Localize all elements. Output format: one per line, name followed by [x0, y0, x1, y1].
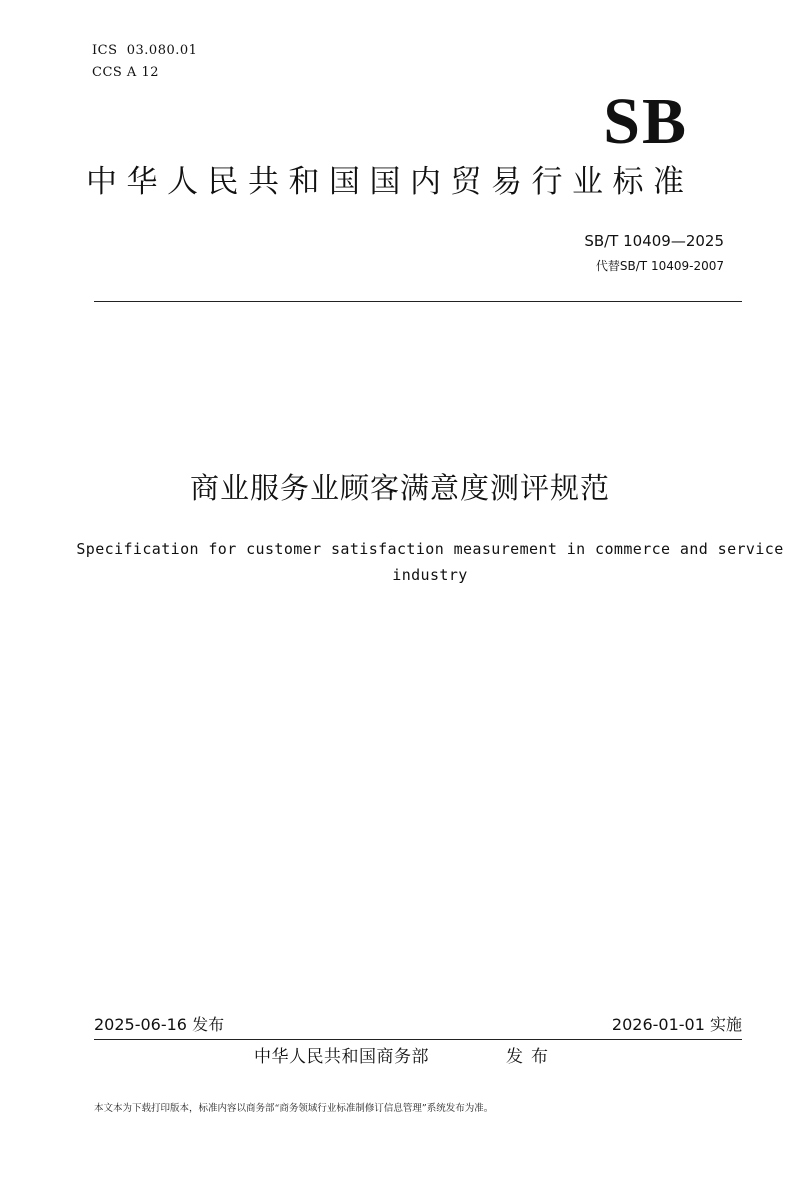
header-divider — [94, 301, 742, 302]
standard-code: SB/T 10409—2025 — [584, 232, 724, 250]
ccs-code: CCS A 12 — [92, 65, 159, 80]
classification-codes — [92, 40, 197, 84]
standard-category-title: 中华人民共和国国内贸易行业标准 — [86, 164, 694, 200]
issue-label: 发布 — [506, 1047, 556, 1067]
publish-date: 2025-06-16 发布 — [94, 1015, 225, 1034]
issuing-authority: 中华人民共和国商务部 — [254, 1047, 429, 1067]
ics-code: ICS 03.080.01 — [92, 43, 198, 58]
implementation-date: 2026-01-01 实施 — [611, 1015, 742, 1034]
document-title-chinese: 商业服务业顾客满意度测评规范 — [189, 471, 610, 505]
footer-divider — [94, 1039, 742, 1040]
sb-logo: SB — [603, 85, 688, 158]
replaces-standard: 代替SB/T 10409-2007 — [595, 259, 724, 273]
document-title-english: Specification for customer satisfaction measurement in commerce and service industry — [76, 540, 784, 584]
download-note: 本文本为下载打印版本，标准内容以商务部“商务领域行业标准制修订信息管理”系统发布为准。 — [94, 1103, 494, 1114]
